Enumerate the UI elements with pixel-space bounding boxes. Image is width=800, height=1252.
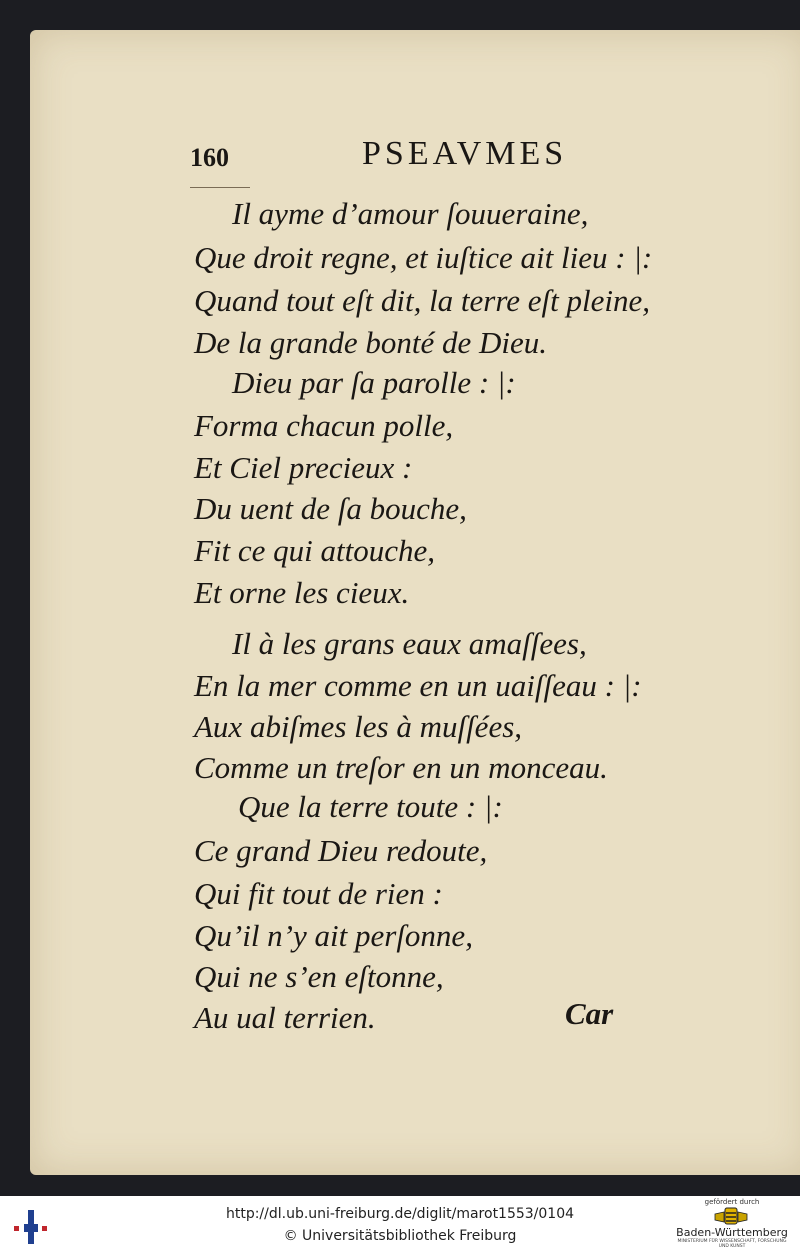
verse-line: Qui fit tout de rien : [194,876,443,911]
verse-line: Aux abiſmes les à muſſées, [194,709,523,744]
verse-line: Fit ce qui attouche, [194,533,436,568]
verse-line: Dieu par ſa parolle : |: [232,365,516,400]
verse-line: Quand tout eſt dit, la terre eſt pleine, [194,283,651,318]
sponsor-name: Baden-Württemberg [676,1226,788,1239]
coat-of-arms-icon [712,1206,750,1228]
viewer-footer [0,1196,800,1252]
verse-line: Qui ne s’en eſtonne, [194,959,444,994]
verse-line: Forma chacun polle, [194,408,454,443]
copyright-notice: © Universitätsbibliothek Freiburg [283,1228,517,1244]
document-url[interactable]: http://dl.ub.uni-freiburg.de/diglit/marot1553/0104 [225,1206,575,1222]
verse-line: Et orne les cieux. [194,575,410,610]
verse-line: Il à les grans eaux amaſſees, [232,626,587,661]
verse-line: Et Ciel precieux : [194,450,413,485]
verse-line: Que la terre toute : |: [238,789,503,824]
page-header [0,135,800,175]
page-number: 160 [190,143,229,172]
sponsor-label: gefördert durch [704,1198,760,1206]
catchword: Car [565,996,614,1031]
verse-line: De la grande bonté de Dieu. [194,325,547,360]
verse-line: Au ual terrien. [194,1000,376,1035]
sponsor-logo [672,1198,792,1250]
verse-line: En la mer comme en un uaiſſeau : |: [194,668,642,703]
verse-line: Que droit regne, et iuſtice ait lieu : |: [194,240,653,275]
verse-line: Qu’il n’y ait perſonne, [194,918,473,953]
verse-line: Ce grand Dieu redoute, [194,833,488,868]
sponsor-ministry: MINISTERIUM FÜR WISSENSCHAFT, FORSCHUNG UND KUNST [677,1239,787,1249]
verse-line: Comme un treſor en un monceau. [194,750,608,785]
verse-line: Du uent de ſa bouche, [194,491,467,526]
running-title: PSEAVMES [362,135,568,172]
header-rule [190,187,250,188]
verse-line: Il ayme d’amour ſouueraine, [232,196,589,231]
